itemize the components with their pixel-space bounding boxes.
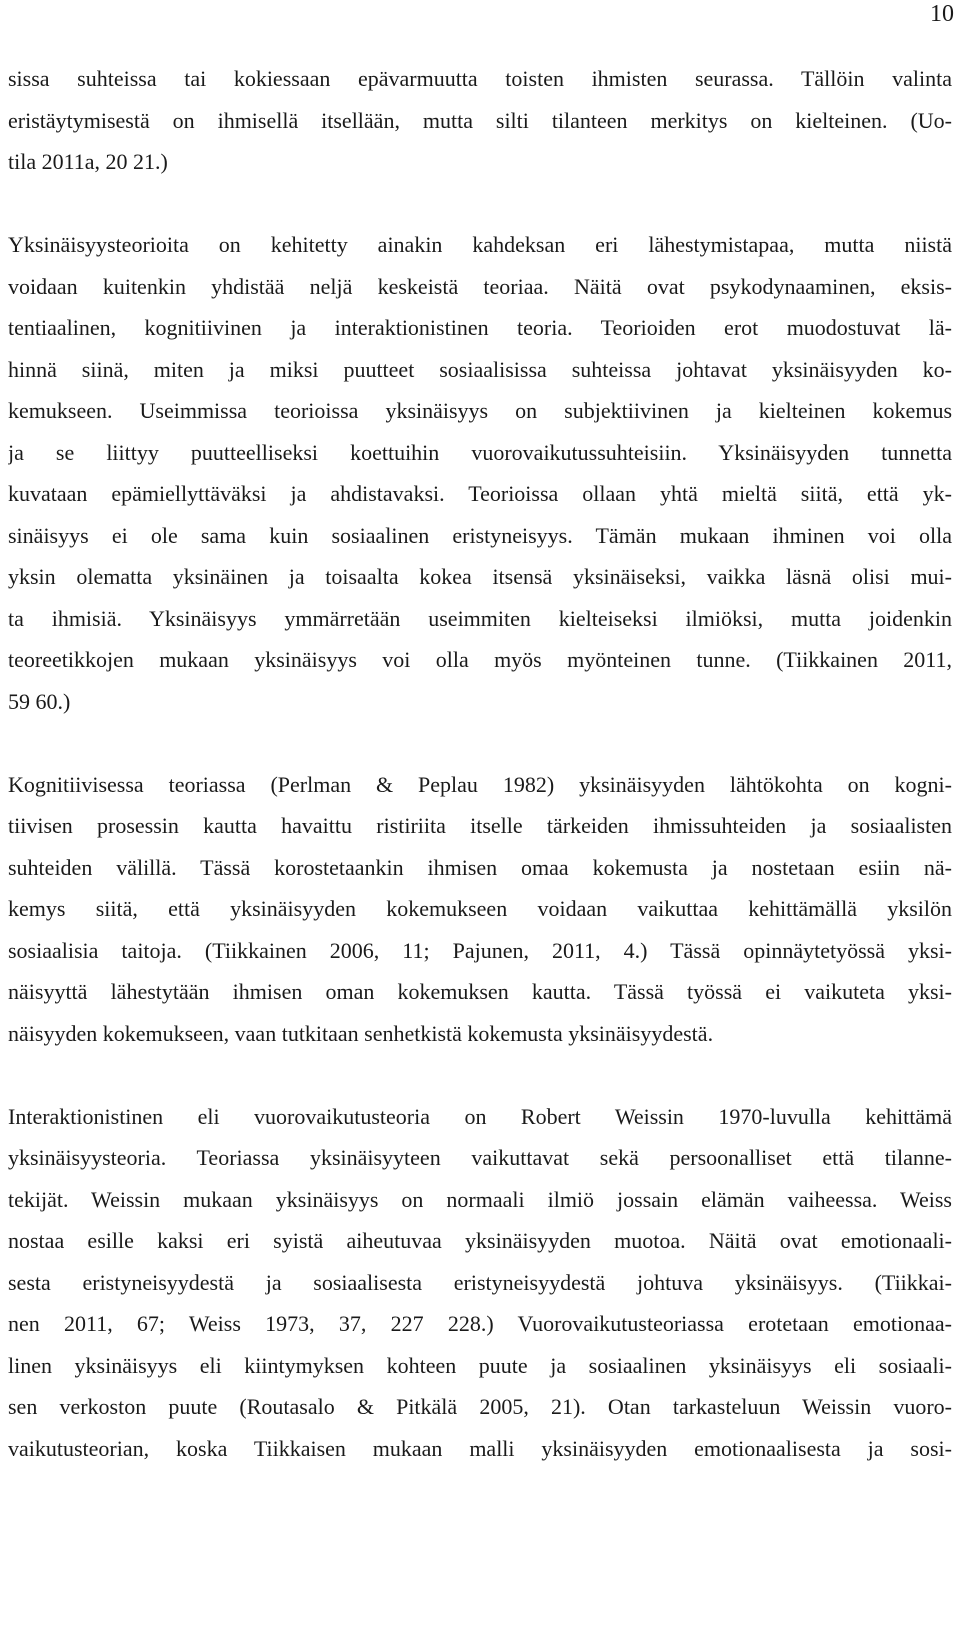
text-line: sissa suhteissa tai kokiessaan epävarmuutta toisten ihmisten seurassa. Tällöin valinta	[8, 66, 952, 91]
paragraph-1	[8, 58, 952, 183]
text-line: nen 2011, 67; Weiss 1973, 37, 227 228.) Vuorovaikutusteoriassa erotetaan emotionaa-	[8, 1311, 952, 1336]
text-line: tentiaalinen, kognitiivinen ja interaktionistinen teoria. Teorioiden erot muodostuvat lä-	[8, 315, 952, 340]
text-line: nostaa esille kaksi eri syistä aiheutuvaa yksinäisyyden muotoa. Näitä ovat emotionaali-	[8, 1228, 952, 1253]
text-line: tila 2011a, 20 21.)	[8, 149, 168, 174]
text-line: yksinäisyysteoria. Teoriassa yksinäisyyteen vaikuttavat sekä persoonalliset että tilanne-	[8, 1145, 952, 1170]
text-line: vaikutusteorian, koska Tiikkaisen mukaan malli yksinäisyyden emotionaalisesta ja sosi-	[8, 1435, 952, 1461]
text-line: 59 60.)	[8, 688, 71, 714]
text-line: Kognitiivisessa teoriassa (Perlman & Peplau 1982) yksinäisyyden lähtökohta on kogni-	[8, 771, 952, 797]
text-line: teoreetikkojen mukaan yksinäisyys voi olla myös myönteinen tunne. (Tiikkainen 2011,	[8, 647, 952, 672]
text-line: tiivisen prosessin kautta havaittu ristiriita itselle tärkeiden ihmissuhteiden ja sosiaalisten	[8, 813, 952, 838]
page-number: 10	[930, 1, 954, 27]
text-line: linen yksinäisyys eli kiintymyksen kohteen puute ja sosiaalinen yksinäisyys eli sosiaali-	[8, 1352, 952, 1378]
paragraph-2	[8, 224, 952, 722]
text-line: hinnä siinä, miten ja miksi puutteet sosiaalisissa suhteissa johtavat yksinäisyyden ko-	[8, 356, 952, 382]
text-line: Interaktionistinen eli vuorovaikutusteoria on Robert Weissin 1970-luvulla kehittämä	[8, 1103, 952, 1129]
text-line: näisyyden kokemukseen, vaan tutkitaan senhetkistä kokemusta yksinäisyydestä.	[8, 1020, 714, 1046]
paragraph-gap	[8, 722, 952, 764]
text-line: tekijät. Weissin mukaan yksinäisyys on normaali ilmiö jossain elämän vaiheessa. Weiss	[8, 1186, 952, 1212]
paragraph-3	[8, 764, 952, 1055]
text-line: näisyyttä lähestytään ihmisen oman kokemuksen kautta. Tässä työssä ei vaikuteta yksi-	[8, 979, 952, 1004]
text-line: ta ihmisiä. Yksinäisyys ymmärretään useimmiten kielteiseksi ilmiöksi, mutta joidenkin	[8, 605, 952, 631]
text-line: kemys siitä, että yksinäisyyden kokemukseen voidaan vaikuttaa kehittämällä yksilön	[8, 896, 952, 921]
text-line: suhteiden välillä. Tässä korostetaankin ihmisen omaa kokemusta ja nostetaan esiin nä-	[8, 854, 952, 880]
paragraph-gap	[8, 183, 952, 225]
text-line: voidaan kuitenkin yhdistää neljä keskeistä teoriaa. Näitä ovat psykodynaaminen, eksis-	[8, 273, 952, 299]
text-line: sinäisyys ei ole sama kuin sosiaalinen eristyneisyys. Tämän mukaan ihminen voi olla	[8, 522, 952, 548]
text-line: ja se liittyy puutteelliseksi koettuihin vuorovaikutussuhteisiin. Yksinäisyyden tunnetta	[8, 439, 952, 465]
paragraph-gap	[8, 1054, 952, 1096]
document-body	[8, 58, 952, 1469]
text-line: eristäytymisestä on ihmisellä itsellään, mutta silti tilanteen merkitys on kielteinen. (Uo-	[8, 107, 952, 133]
text-line: sesta eristyneisyydestä ja sosiaalisesta eristyneisyydestä johtuva yksinäisyys. (Tiikkai-	[8, 1269, 952, 1295]
text-line: kemukseen. Useimmissa teorioissa yksinäisyys on subjektiivinen ja kielteinen kokemus	[8, 398, 952, 423]
text-line: yksin olematta yksinäinen ja toisaalta kokea itsensä yksinäiseksi, vaikka läsnä olisi mui-	[8, 564, 952, 589]
text-line: sen verkoston puute (Routasalo & Pitkälä 2005, 21). Otan tarkasteluun Weissin vuoro-	[8, 1394, 952, 1419]
text-line: Yksinäisyysteorioita on kehitetty ainakin kahdeksan eri lähestymistapaa, mutta niistä	[8, 232, 952, 257]
text-line: sosiaalisia taitoja. (Tiikkainen 2006, 11; Pajunen, 2011, 4.) Tässä opinnäytetyössä yksi-	[8, 937, 952, 963]
text-line: kuvataan epämiellyttäväksi ja ahdistavaksi. Teorioissa ollaan yhtä mieltä siitä, että yk-	[8, 481, 952, 506]
paragraph-4	[8, 1096, 952, 1470]
